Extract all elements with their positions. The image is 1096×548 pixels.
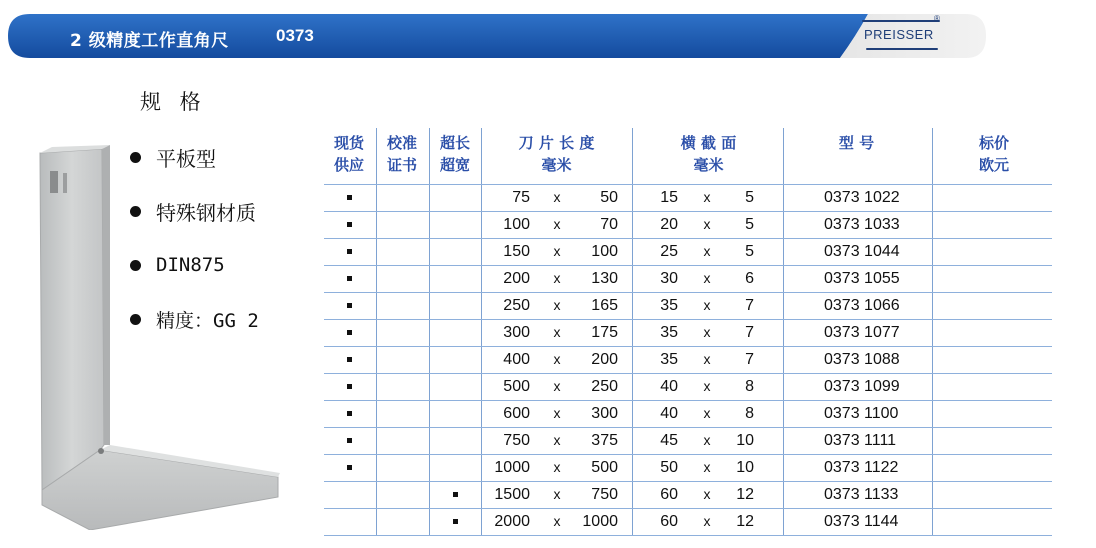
model-number: 0373 1100 — [824, 405, 899, 422]
cross-section-1: 50 — [660, 459, 678, 476]
overlength-dot-icon — [453, 519, 458, 524]
stock-dot-icon — [347, 357, 352, 362]
row-divider — [324, 211, 1052, 212]
stock-dot-icon — [347, 303, 352, 308]
feature-label: 精度：GG 2 — [156, 309, 259, 332]
stock-dot-icon — [347, 195, 352, 200]
cross-section-1: 35 — [660, 324, 678, 341]
header-price — [934, 132, 1054, 176]
stock-dot-icon — [347, 411, 352, 416]
header-model-line1: 型 号 — [838, 134, 875, 152]
page-title: 2 级精度工作直角尺 — [70, 31, 229, 51]
row-divider — [324, 346, 1052, 347]
cross-section-2: 7 — [745, 297, 754, 314]
spec-table — [324, 128, 1054, 538]
cross-section-1: 15 — [660, 189, 678, 206]
times-sign: x — [703, 378, 711, 394]
header-price-line1: 标价 — [978, 134, 1009, 152]
cross-section-1: 60 — [660, 486, 678, 503]
times-sign: x — [703, 324, 711, 340]
cross-section-2: 8 — [745, 405, 754, 422]
blade-length-2: 100 — [591, 243, 618, 260]
blade-length-1: 200 — [503, 270, 530, 287]
times-sign: x — [703, 513, 711, 529]
column-divider — [481, 128, 482, 535]
stock-dot-icon — [347, 222, 352, 227]
header-cross-line2: 毫米 — [693, 156, 724, 174]
blade-length-1: 400 — [503, 351, 530, 368]
blade-length-2: 750 — [591, 486, 618, 503]
blade-length-2: 200 — [591, 351, 618, 368]
times-sign: x — [553, 324, 561, 340]
header-blade-length — [484, 132, 629, 176]
blade-length-1: 600 — [503, 405, 530, 422]
blade-length-1: 150 — [503, 243, 530, 260]
cross-section-1: 35 — [660, 297, 678, 314]
model-number: 0373 1099 — [824, 378, 900, 395]
row-divider — [324, 508, 1052, 509]
header-overlength-line1: 超长 — [439, 134, 470, 152]
blade-length-2: 250 — [591, 378, 618, 395]
cross-section-1: 20 — [660, 216, 678, 233]
model-number: 0373 1066 — [824, 297, 900, 314]
blade-length-2: 130 — [591, 270, 618, 287]
header-calibration-line2: 证书 — [386, 156, 417, 174]
times-sign: x — [553, 189, 561, 205]
blade-length-1: 100 — [503, 216, 530, 233]
times-sign: x — [553, 405, 561, 421]
blade-length-1: 1500 — [494, 486, 530, 503]
model-number: 0373 1077 — [824, 324, 900, 341]
cross-section-2: 10 — [736, 432, 754, 449]
column-divider — [376, 128, 377, 535]
row-divider — [324, 373, 1052, 374]
cross-section-2: 7 — [745, 324, 754, 341]
feature-label: 特殊钢材质 — [156, 200, 256, 225]
blade-length-2: 375 — [591, 432, 618, 449]
header-overlength — [430, 132, 480, 176]
blade-length-1: 250 — [503, 297, 530, 314]
blade-length-2: 50 — [600, 189, 618, 206]
blade-length-2: 70 — [600, 216, 618, 233]
cross-section-1: 30 — [660, 270, 678, 287]
stock-dot-icon — [347, 276, 352, 281]
row-divider — [324, 400, 1052, 401]
registered-mark: ® — [934, 14, 940, 23]
times-sign: x — [553, 270, 561, 286]
header-price-line2: 欧元 — [978, 156, 1009, 174]
blade-length-1: 1000 — [494, 459, 530, 476]
times-sign: x — [553, 459, 561, 475]
times-sign: x — [553, 378, 561, 394]
cross-section-1: 40 — [660, 405, 678, 422]
try-square-image — [30, 145, 285, 530]
header-stock-line2: 供应 — [333, 156, 364, 174]
blade-length-1: 2000 — [494, 513, 530, 530]
cross-section-2: 5 — [745, 189, 754, 206]
logo-line-bottom — [866, 48, 938, 50]
row-divider — [324, 265, 1052, 266]
row-divider — [324, 427, 1052, 428]
header-blade-line1: 刀 片 长 度 — [518, 134, 595, 152]
feature-label: DIN875 — [156, 254, 225, 276]
header-calibration — [377, 132, 427, 176]
spec-heading: 规 格 — [140, 90, 207, 114]
blade-length-1: 500 — [503, 378, 530, 395]
blade-length-2: 500 — [591, 459, 618, 476]
blade-length-2: 165 — [591, 297, 618, 314]
stock-dot-icon — [347, 465, 352, 470]
header-cross-line1: 横 截 面 — [680, 134, 737, 152]
times-sign: x — [553, 243, 561, 259]
row-divider — [324, 535, 1052, 536]
row-divider — [324, 184, 1052, 185]
model-number: 0373 1033 — [824, 216, 900, 233]
blade-length-2: 1000 — [582, 513, 618, 530]
product-code: 0373 — [276, 26, 314, 45]
times-sign: x — [553, 297, 561, 313]
times-sign: x — [553, 486, 561, 502]
model-number: 0373 1144 — [824, 513, 899, 530]
cross-section-2: 10 — [736, 459, 754, 476]
header-banner — [8, 14, 988, 58]
model-number: 0373 1055 — [824, 270, 900, 287]
header-cross-section — [636, 132, 781, 176]
times-sign: x — [703, 405, 711, 421]
times-sign: x — [703, 459, 711, 475]
stock-dot-icon — [347, 330, 352, 335]
cross-section-1: 60 — [660, 513, 678, 530]
logo-line-top — [862, 20, 940, 22]
blade-length-1: 750 — [503, 432, 530, 449]
model-number: 0373 1111 — [824, 432, 897, 449]
header-model — [784, 132, 929, 154]
cross-section-1: 45 — [660, 432, 678, 449]
column-divider — [783, 128, 784, 535]
header-calibration-line1: 校准 — [386, 134, 417, 152]
overlength-dot-icon — [453, 492, 458, 497]
model-number: 0373 1133 — [824, 486, 899, 503]
times-sign: x — [553, 216, 561, 232]
row-divider — [324, 319, 1052, 320]
cross-section-2: 7 — [745, 351, 754, 368]
cross-section-1: 25 — [660, 243, 678, 260]
model-number: 0373 1122 — [824, 459, 899, 476]
times-sign: x — [553, 432, 561, 448]
times-sign: x — [703, 351, 711, 367]
times-sign: x — [703, 216, 711, 232]
blade-length-1: 75 — [512, 189, 530, 206]
cross-section-2: 6 — [745, 270, 754, 287]
cross-section-2: 5 — [745, 216, 754, 233]
cross-section-1: 40 — [660, 378, 678, 395]
times-sign: x — [703, 189, 711, 205]
times-sign: x — [703, 432, 711, 448]
times-sign: x — [703, 270, 711, 286]
column-divider — [632, 128, 633, 535]
times-sign: x — [703, 243, 711, 259]
times-sign: x — [703, 486, 711, 502]
row-divider — [324, 454, 1052, 455]
row-divider — [324, 292, 1052, 293]
blade-length-2: 300 — [591, 405, 618, 422]
header-overlength-line2: 超宽 — [439, 156, 470, 174]
cross-section-1: 35 — [660, 351, 678, 368]
blade-length-2: 175 — [591, 324, 618, 341]
header-stock-line1: 现货 — [333, 134, 364, 152]
feature-label: 平板型 — [156, 146, 216, 171]
header-stock — [324, 132, 374, 176]
times-sign: x — [703, 297, 711, 313]
stock-dot-icon — [347, 438, 352, 443]
times-sign: x — [553, 513, 561, 529]
row-divider — [324, 481, 1052, 482]
model-number: 0373 1088 — [824, 351, 900, 368]
times-sign: x — [553, 351, 561, 367]
cross-section-2: 12 — [736, 513, 754, 530]
column-divider — [429, 128, 430, 535]
model-number: 0373 1044 — [824, 243, 900, 260]
row-divider — [324, 238, 1052, 239]
cross-section-2: 5 — [745, 243, 754, 260]
cross-section-2: 12 — [736, 486, 754, 503]
cross-section-2: 8 — [745, 378, 754, 395]
stock-dot-icon — [347, 384, 352, 389]
header-blade-line2: 毫米 — [541, 156, 572, 174]
model-number: 0373 1022 — [824, 189, 900, 206]
blade-length-1: 300 — [503, 324, 530, 341]
stock-dot-icon — [347, 249, 352, 254]
logo-text: PREISSER — [864, 27, 934, 42]
